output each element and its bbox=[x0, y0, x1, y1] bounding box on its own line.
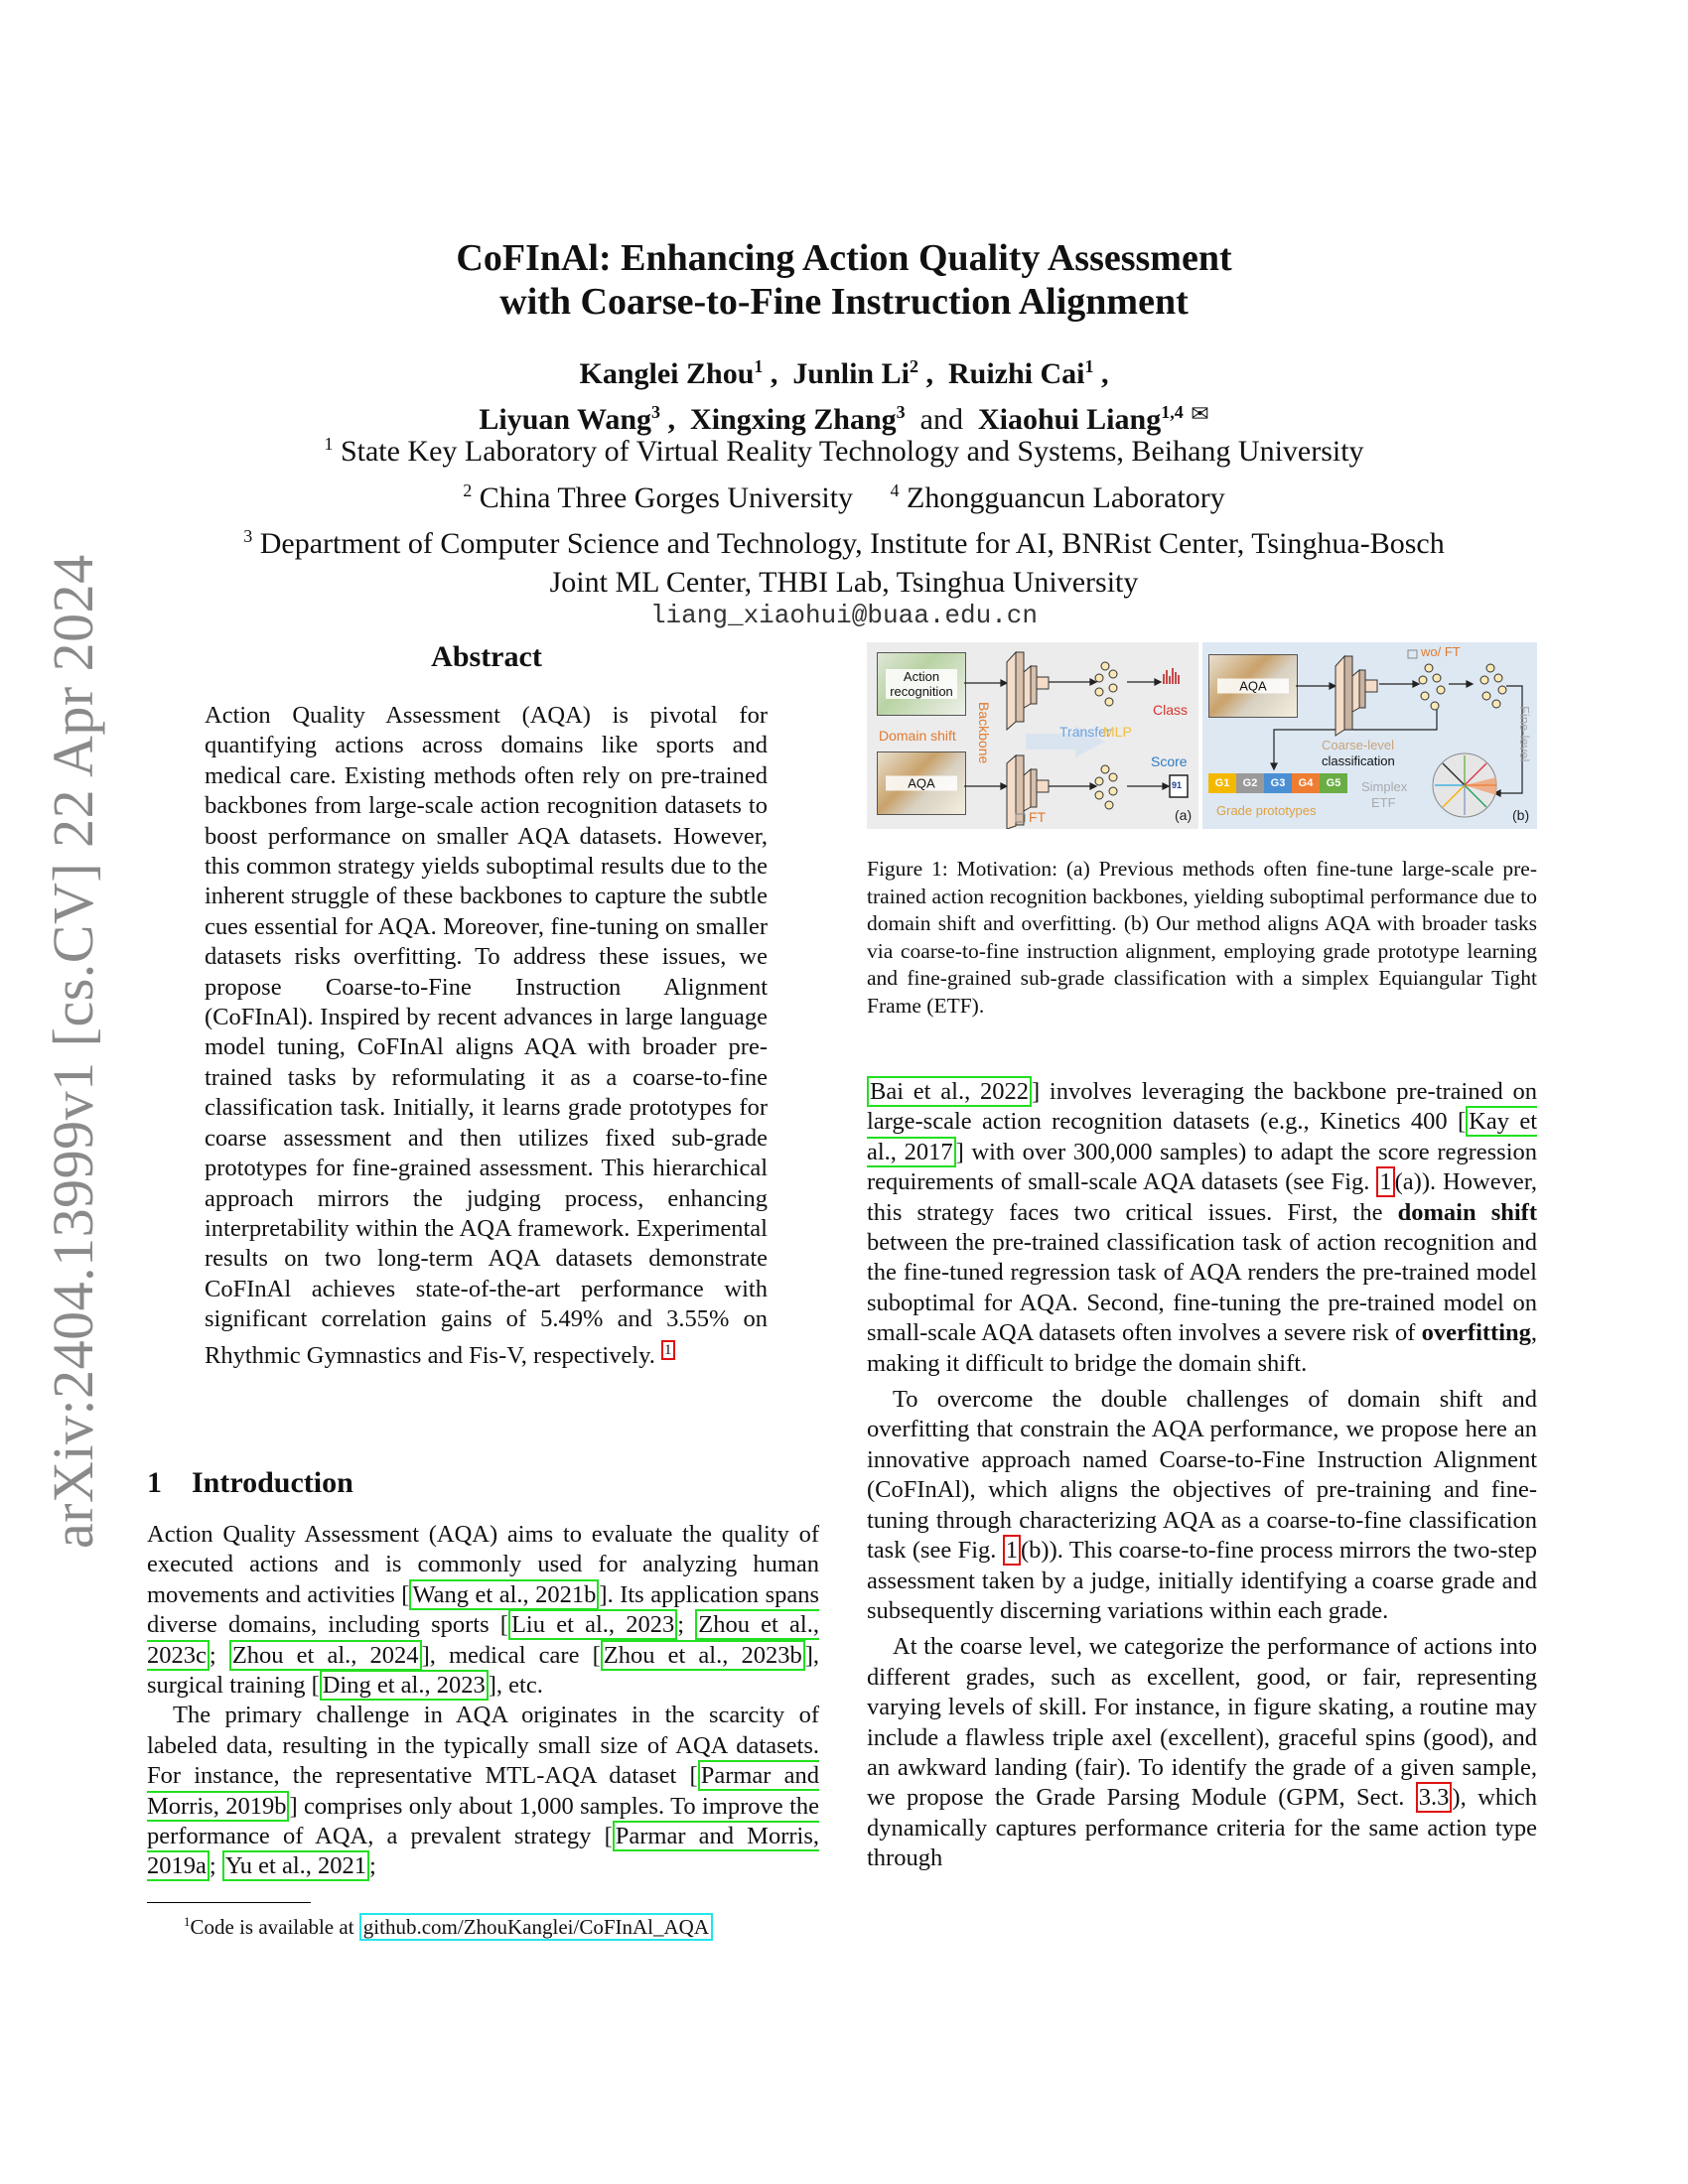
pipeline-diagram-b bbox=[1202, 642, 1537, 829]
citation-link[interactable]: Ding et al., 2023 bbox=[320, 1670, 489, 1701]
citation-link[interactable]: Bai et al., 2022 bbox=[867, 1076, 1032, 1107]
panel-b-label: (b) bbox=[1512, 807, 1530, 823]
footnote-divider bbox=[147, 1902, 311, 1903]
paper-title bbox=[0, 236, 1688, 324]
affiliation-2: China Three Gorges University bbox=[479, 480, 854, 514]
domain-shift-label: Domain shift bbox=[879, 728, 956, 744]
grade-g4: G4 bbox=[1292, 773, 1320, 793]
author-name: Liyuan Wang bbox=[479, 403, 652, 436]
code-repo-link[interactable]: github.com/ZhouKanglei/CoFInAl_AQA bbox=[359, 1913, 713, 1941]
grade-prototypes-label: Grade prototypes bbox=[1216, 803, 1317, 818]
author-name: Xiaohui Liang bbox=[977, 403, 1162, 436]
abstract-text: Action Quality Assessment (AQA) is pivotal for quantifying actions across domains like sports and medical care. Existing methods often rely on pre-trained backbones from large-scale action recognition datasets to boost performance on smaller AQA datasets. However, this common strategy yields suboptimal results due to the inherent struggle of these backbones to capture the subtle cues essential for AQA. Moreover, fine-tuning on smaller datasets risks overfitting. To address these issues, we propose Coarse-to-Fine Instruction Alignment (CoFInAl). Inspired by recent advances in large language model tuning, CoFInAl aligns AQA with broader pre-trained tasks by reformulating it as a coarse-to-fine classification task. Initially, it learns grade prototypes for coarse assessment and then utilizes fixed sub-grade prototypes for fine-grained assessment. This hierarchical approach mirrors the judging process, enhancing interpretability within the AQA framework. Experimental results on two long-term AQA datasets demonstrate CoFInAl achieves state-of-the-art performance with significant correlation gains of 5.49% and 3.55% on Rhythmic Gymnastics and Fis-V, respectively. bbox=[205, 702, 768, 1369]
affiliation-3: Department of Computer Science and Technology, Institute for AI, BNRist Center, Tsinghua-Bosch bbox=[259, 527, 1445, 560]
author-name: Junlin Li bbox=[792, 357, 910, 390]
affiliation-4: Zhongguancun Laboratory bbox=[907, 480, 1225, 514]
title-line-1: CoFInAl: Enhancing Action Quality Assessment bbox=[456, 237, 1232, 279]
title-line-2: with Coarse-to-Fine Instruction Alignment bbox=[499, 281, 1189, 323]
class-label: Class bbox=[1153, 702, 1189, 718]
score-value: 91 bbox=[1172, 780, 1183, 790]
ft-label: FT bbox=[1029, 809, 1047, 825]
author-name: Xingxing Zhang bbox=[690, 403, 897, 436]
affiliation-1: State Key Laboratory of Virtual Reality Technology and Systems, Beihang University bbox=[340, 435, 1364, 468]
etf-label: ETF bbox=[1371, 795, 1396, 810]
right-column-body bbox=[867, 1077, 1537, 1874]
transfer-label: Transfer bbox=[1059, 724, 1111, 740]
arxiv-identifier-stamp: arXiv:2404.13999v1 [cs.CV] 22 Apr 2024 bbox=[41, 554, 105, 1549]
citation-link[interactable]: Parmar and Morris, 2019a bbox=[147, 1823, 819, 1880]
introduction-body bbox=[147, 1520, 819, 1882]
figure-ref-link[interactable]: 1 bbox=[1376, 1166, 1394, 1197]
author-list: Kanglei Zhou$^1$ , Junlin Li$^2$ , Ruizhi Cai$^1$ , Liyuan Wang$^3$ , Xingxing Zhang$^3$ and Xiaohui Liang$^{1,4}$ ✉ bbox=[479, 356, 1209, 436]
grade-g3: G3 bbox=[1264, 773, 1292, 793]
author-name: Ruizhi Cai bbox=[947, 357, 1085, 390]
intro-paragraph-1: Action Quality Assessment (AQA) aims to evaluate the quality of executed actions and is commonly used for analyzing human movements and activities [ Wang et al., 2021b ]. Its application spans diverse domains, including sports [ Liu et al., 2023 ; Zhou et al., 2023c ; Zhou et al., 2024 ], medical care [ Zhou et al., 2023b ], surgical training [ Ding et al., 2023 ], etc. bbox=[147, 1521, 820, 1700]
grade-g2: G2 bbox=[1236, 773, 1264, 793]
citation-link[interactable]: Zhou et al., 2024 bbox=[229, 1640, 422, 1671]
grade-g1: G1 bbox=[1208, 773, 1236, 793]
right-paragraph-3: At the coarse level, we categorize the performance of actions into different grades, such as excellent, good, or fair, representing varying levels of skill. For instance, in figure skating, a routine may include a flawless triple axel (excellent), graceful spins (good), and an awkward landing (fair). To identify the grade of a given sample, we propose the Grade Parsing Module (GPM, Sect. 3.3 ), which dynamically captures performance criteria for the same action type through bbox=[867, 1633, 1537, 1872]
citation-link[interactable]: Zhou et al., 2023c bbox=[147, 1611, 819, 1669]
fine-level-label: Fine-level bbox=[1517, 706, 1532, 762]
citation-link[interactable]: Kay et al., 2017 bbox=[867, 1108, 1538, 1165]
figure-1-caption: Figure 1: Motivation: (a) Previous methods often fine-tune large-scale pre-trained action recognition backbones, yielding suboptimal performance due to domain shift and overfitting. (b) Our method aligns AQA with broader tasks via coarse-to-fine instruction alignment, employing grade prototype learning and fine-grained sub-grade classification with a simplex Equiangular Tight Frame (ETF). bbox=[867, 857, 1537, 1018]
citation-link[interactable]: Wang et al., 2021b bbox=[409, 1579, 599, 1610]
citation-link[interactable]: Parmar and Morris, 2019b bbox=[147, 1762, 820, 1820]
envelope-icon: ✉ bbox=[1191, 401, 1209, 426]
pipeline-diagram-a bbox=[867, 642, 1198, 829]
figure-panel-a bbox=[867, 642, 1198, 829]
authors-and: and bbox=[919, 403, 963, 436]
footnote: $^1$Code is available at github.com/ZhouKanglei/CoFInAl_AQA bbox=[184, 1908, 713, 1941]
affiliations: $^1$ State Key Laboratory of Virtual Reality Technology and Systems, Beihang University $^2$ China Three Gorges University $^4$ Zhongguancun Laboratory $^3$ Department of Computer Science and Technology, Institute for AI, BNRist Center, Tsinghua-Bosch Joint ML Center, THBI Lab, Tsinghua University liang_xiaohui@buaa.edu.cn bbox=[0, 425, 1688, 629]
abstract-body bbox=[205, 701, 768, 1371]
citation-link[interactable]: Liu et al., 2023 bbox=[508, 1609, 677, 1640]
grade-g5: G5 bbox=[1320, 773, 1347, 793]
citation-link[interactable]: Yu et al., 2021 bbox=[222, 1850, 369, 1881]
classification-label: classification bbox=[1322, 753, 1395, 768]
citation-link[interactable]: Zhou et al., 2023b bbox=[601, 1640, 805, 1671]
abstract-heading: Abstract bbox=[431, 640, 542, 673]
backbone-label: Backbone bbox=[976, 702, 992, 764]
intro-paragraph-2: The primary challenge in AQA originates in the scarcity of labeled data, resulting in the typically small size of AQA datasets. For instance, the representative MTL-AQA dataset [ Parmar and Morris, 2019b ] comprises only about 1,000 samples. To improve the performance of AQA, a prevalent strategy [ Parmar and Morris, 2019a ; Yu et al., 2021 ; bbox=[147, 1702, 820, 1880]
coarse-level-label: Coarse-level bbox=[1322, 738, 1394, 752]
right-paragraph-1: Bai et al., 2022 ] involves leveraging the backbone pre-trained on large-scale action recognition datasets (e.g., Kinetics 400 [ Kay et al., 2017 ] with over 300,000 samples) to adapt the score regression requirements of small-scale AQA datasets (see Fig. 1 (a)). However, this strategy faces two critical issues. First, the domain shift between the pre-trained classification task of action recognition and the fine-tuned regression task of AQA renders the pre-trained model suboptimal for AQA. Second, fine-tuning the pre-trained model on small-scale AQA datasets often involves a severe risk of overfitting, making it difficult to bridge the domain shift. bbox=[867, 1078, 1538, 1377]
section-number: 1 bbox=[147, 1466, 162, 1499]
panel-a-label: (a) bbox=[1175, 807, 1193, 823]
wo-ft-label: wo/ FT bbox=[1421, 644, 1461, 659]
section-title: Introduction bbox=[192, 1466, 353, 1499]
score-label: Score bbox=[1151, 753, 1188, 769]
author-name: Kanglei Zhou bbox=[579, 357, 755, 390]
figure-ref-link[interactable]: 1 bbox=[1003, 1535, 1021, 1566]
aqa-thumbnail: AQA bbox=[1208, 654, 1298, 718]
aqa-thumbnail: AQA bbox=[877, 751, 966, 815]
figure-panel-b bbox=[1202, 642, 1537, 829]
affiliation-3-cont: Joint ML Center, THBI Lab, Tsinghua University bbox=[549, 565, 1139, 599]
figure-1 bbox=[867, 642, 1537, 829]
simplex-label: Simplex bbox=[1361, 779, 1408, 794]
grade-prototypes-bar bbox=[1208, 773, 1347, 793]
footnote-ref-link[interactable]: 1 bbox=[661, 1340, 675, 1360]
section-ref-link[interactable]: 3.3 bbox=[1416, 1782, 1453, 1813]
contact-email[interactable]: liang_xiaohui@buaa.edu.cn bbox=[649, 601, 1039, 630]
right-paragraph-2: To overcome the double challenges of domain shift and overfitting that constrain the AQA performance, we propose here an innovative approach named Coarse-to-Fine Instruction Alignment (CoFInAl), which aligns the objectives of pre-training and fine-tuning through characterizing AQA as a coarse-to-fine classification task (see Fig. 1 (b)). This coarse-to-fine process mirrors the two-step assessment taken by a judge, initially identifying a coarse grade and subsequently discerning variations within each grade. bbox=[867, 1386, 1538, 1624]
mlp-label: MLP bbox=[1103, 724, 1132, 740]
action-recognition-thumbnail: Action recognition bbox=[877, 652, 966, 716]
section-heading-introduction bbox=[147, 1466, 353, 1500]
